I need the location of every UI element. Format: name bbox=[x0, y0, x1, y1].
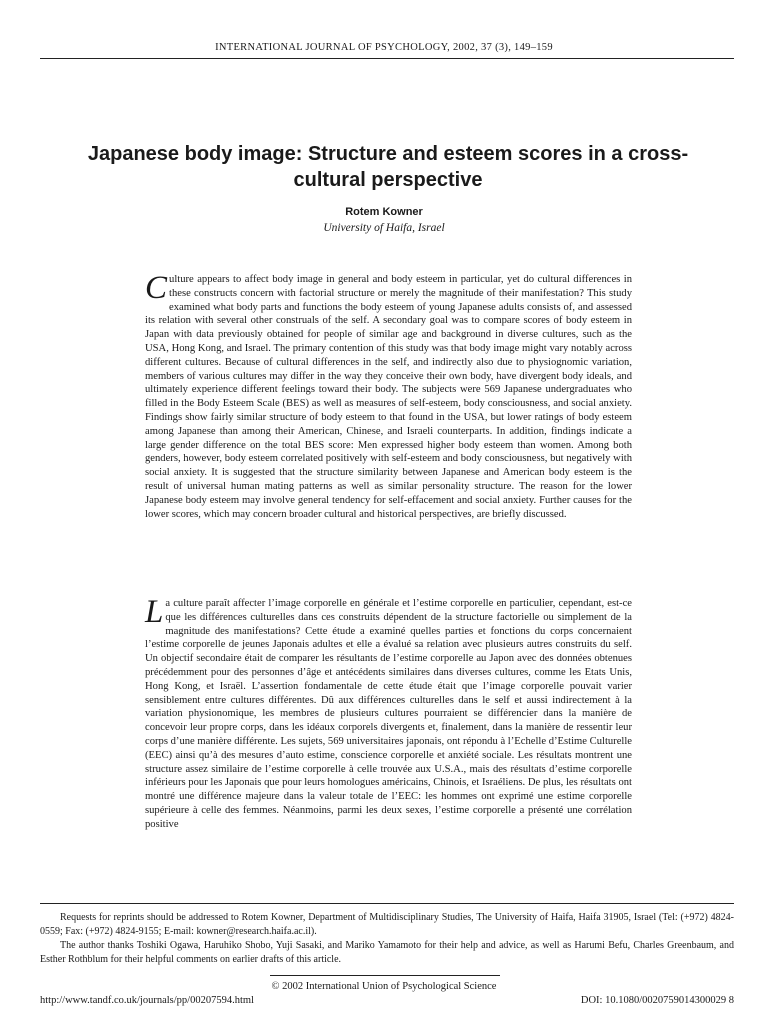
abstract-french-text: a culture paraît affecter l’image corporelle en générale et l’estime corporelle en particulier, cependant, est-ce que les différences culturelles dans ces construits dépendent de la structure factorielle ou simplement de la magnitude des manifestations? Cette étude a examiné quelles parties et fonctions du corps concernaient l’estime corporelle de jeunes Japonais adultes et elle a évalué sa relation avec plusieurs autres construits du self. Un objectif secondaire était de comparer les résultants de l’estime corporelle au Japon avec des données obtenues précédemment pour des personnes d’âge et antécédents similaires dans diverses cultures, comme les Etats Unis, Hong Kong, et Israël. L’assertion fondamentale de cette étude était que l’image corporelle pouvait varier sensiblement entre cultures différentes. Dû aux différences culturelles dans le self et aussi indirectement à la variation physionomique, les membres de plusieurs cultures pourraient se différencier dans la manière de concevoir leur propre corps, dans les idéaux corporels divergents et, finalement, dans la manière de ressentir leur corps d’une manière différente. Les sujets, 569 universitaires japonais, ont répondu à l’Echelle d’Estime Culturelle (EEC) ainsi qu’à des mesures d’auto estime, conscience corporelle et anxiété sociale. Les résultats montrent une structure assez similaire de l’estime corporelle à celle trouvée aux U.S.A., mais des résultats d’estime corporelle inférieurs pour les Japonais que pour leurs homologues américains, Chinois, et Israéliens. De plus, les résultats ont montré une différence majeure dans la valeur totale de l’EEC: les hommes ont exprimé une estime corporelle supérieure à celle des femmes. Néanmoins, parmi les deux sexes, l’estime corporelle a présenté une corrélation positive bbox=[145, 598, 632, 830]
doi-label: DOI: 10.1080/0020759014300029 8 bbox=[580, 995, 734, 1006]
abstract-french bbox=[145, 594, 632, 832]
author-affiliation: University of Haifa, Israel bbox=[323, 222, 445, 234]
dropcap-c: C bbox=[145, 270, 168, 306]
running-head: INTERNATIONAL JOURNAL OF PSYCHOLOGY, 2002, 37 (3), 149–159 bbox=[215, 42, 553, 53]
copyright-rule bbox=[270, 975, 500, 976]
author-name: Rotem Kowner bbox=[345, 206, 423, 218]
copyright-notice: © 2002 International Union of Psychological Science bbox=[271, 981, 497, 992]
header-rule bbox=[40, 58, 734, 59]
journal-url-link[interactable]: http://www.tandf.co.uk/journals/pp/00207594.html bbox=[40, 995, 254, 1006]
abstract-english bbox=[145, 270, 632, 521]
dropcap-l: L bbox=[145, 594, 164, 630]
abstract-english-text: ulture appears to affect body image in general and body esteem in particular, yet do cultural differences in these constructs concern with factorial structure or merely the magnitude of their manifestation? This study examined what body parts and functions the body esteem of young Japanese adults consists of, and assessed its relation with several other construals of the self. A secondary goal was to compare scores of body esteem in Japan with data previously obtained for people of similar age and background in diverse cultures, such as the USA, Hong Kong, and Israel. The primary contention of this study was that body image might vary notably across different cultures. Because of cultural differences in the self, and indirectly also due to physiognomic variation, members of various cultures may differ in the way they conceive their own body, have divergent body ideals, and ultimately experience different feelings toward their body. The subjects were 569 Japanese undergraduates who filled in the Body Esteem Scale (BES) as well as measures of self-esteem, body consciousness, and social anxiety. Findings show fairly similar structure of body esteem to that found in the USA, but lower ratings of body esteem among Japanese than among their American, Chinese, and Israeli counterparts. In addition, findings indicate a large gender difference on the total BES score: Men expressed higher body esteem than women. Among both genders, however, body esteem correlated positively with self-esteem and body consciousness, but negatively with social anxiety. It is suggested that the structure similarity between Japanese and American body esteem is the result of universal human mating patterns as well as similar personality structure. The reason for the lower Japanese body esteem may involve general tendency for self-effacement and social anxiety. Further causes for the lower scores, which may concern broader cultural and historical perspectives, are briefly discussed. bbox=[145, 274, 632, 520]
article-title: Japanese body image: Structure and esteem scores in a cross-cultural perspective bbox=[87, 143, 689, 192]
footnote-acknowledgements: The author thanks Toshiki Ogawa, Haruhiko Shobo, Yuji Sasaki, and Mariko Yamamoto for their help and advice, as well as Harumi Befu, Charles Greenbaum, and Esther Rothblum for their helpful comments on earlier drafts of this article. bbox=[40, 940, 734, 965]
footnotes bbox=[40, 911, 734, 967]
footnote-reprints: Requests for reprints should be addressed to Rotem Kowner, Department of Multidisciplinary Studies, The University of Haifa, Haifa 31905, Israel (Tel: (+972) 4824-0559; Fax: (+972) 4824-9155; E-mail: kowner@research.haifa.ac.il). bbox=[40, 912, 734, 937]
footnote-rule bbox=[40, 903, 734, 904]
